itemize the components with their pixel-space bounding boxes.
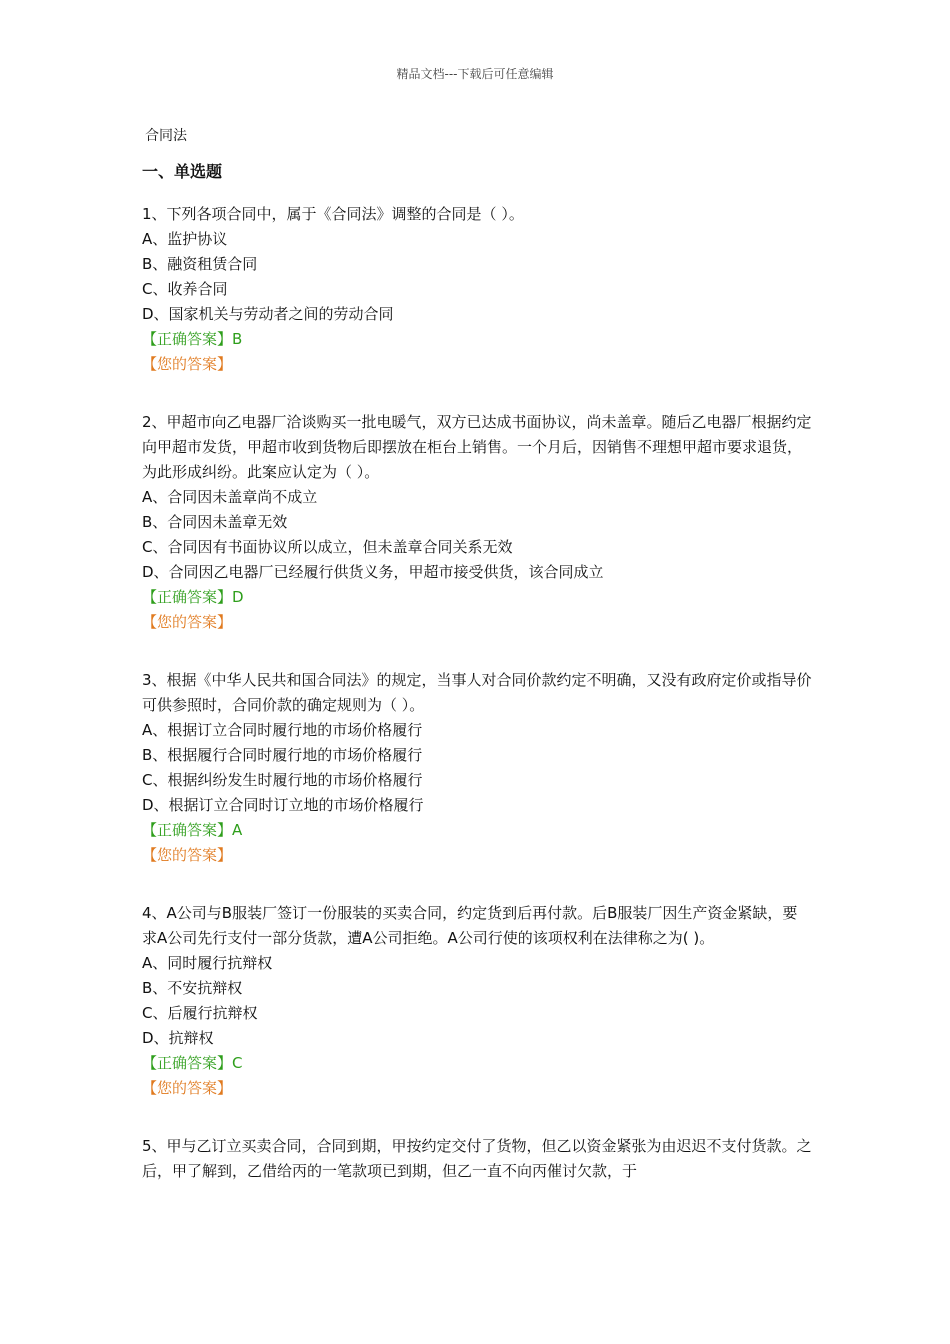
question-2: [142, 410, 812, 635]
option-d: D、国家机关与劳动者之间的劳动合同: [142, 305, 394, 323]
document-body: [142, 126, 812, 1217]
option-b: B、根据履行合同时履行地的市场价格履行: [142, 746, 423, 764]
option-a: A、根据订立合同时履行地的市场价格履行: [142, 721, 423, 739]
question-3: [142, 668, 812, 868]
question-4: [142, 901, 812, 1101]
option-c: C、根据纠纷发生时履行地的市场价格履行: [142, 771, 423, 789]
question-stem: 4、A公司与B服装厂签订一份服装的买卖合同，约定货到后再付款。后B服装厂因生产资金紧缺，要求A公司先行支付一部分货款，遭A公司拒绝。A公司行使的该项权利在法律称之为( )。: [142, 904, 798, 947]
document-title: 合同法: [145, 128, 187, 144]
page-header: 精品文档---下载后可任意编辑: [396, 67, 554, 81]
your-answer: 【您的答案】: [142, 355, 233, 373]
question-stem: 3、根据《中华人民共和国合同法》的规定，当事人对合同价款约定不明确，又没有政府定价或指导价可供参照时，合同价款的确定规则为（ ）。: [142, 671, 812, 714]
option-d: D、抗辩权: [142, 1029, 214, 1047]
your-answer: 【您的答案】: [142, 846, 233, 864]
question-stem: 1、下列各项合同中，属于《合同法》调整的合同是（ ）。: [142, 205, 524, 223]
your-answer: 【您的答案】: [142, 613, 233, 631]
correct-answer: 【正确答案】B: [142, 330, 243, 348]
option-c: C、合同因有书面协议所以成立，但未盖章合同关系无效: [142, 538, 513, 556]
correct-answer: 【正确答案】D: [142, 588, 244, 606]
option-d: D、根据订立合同时订立地的市场价格履行: [142, 796, 424, 814]
option-b: B、合同因未盖章无效: [142, 513, 288, 531]
question-stem: 5、甲与乙订立买卖合同，合同到期，甲按约定交付了货物，但乙以资金紧张为由迟迟不支付货款。之后，甲了解到，乙借给丙的一笔款项已到期，但乙一直不向丙催讨欠款，于: [142, 1137, 812, 1180]
option-d: D、合同因乙电器厂已经履行供货义务，甲超市接受供货，该合同成立: [142, 563, 604, 581]
question-stem: 2、甲超市向乙电器厂洽谈购买一批电暖气，双方已达成书面协议，尚未盖章。随后乙电器厂根据约定向甲超市发货，甲超市收到货物后即摆放在柜台上销售。一个月后，因销售不理想甲超市要求退货，为此形成纠纷。此案应认定为（ ）。: [142, 413, 812, 481]
option-c: C、后履行抗辩权: [142, 1004, 258, 1022]
option-a: A、同时履行抗辩权: [142, 954, 273, 972]
option-a: A、合同因未盖章尚不成立: [142, 488, 318, 506]
your-answer: 【您的答案】: [142, 1079, 233, 1097]
question-1: [142, 202, 812, 377]
option-b: B、融资租赁合同: [142, 255, 258, 273]
option-c: C、收养合同: [142, 280, 228, 298]
section-title: 一、单选题: [142, 162, 223, 181]
option-b: B、不安抗辩权: [142, 979, 243, 997]
correct-answer: 【正确答案】C: [142, 1054, 243, 1072]
correct-answer: 【正确答案】A: [142, 821, 243, 839]
question-5: [142, 1134, 812, 1184]
option-a: A、监护协议: [142, 230, 228, 248]
